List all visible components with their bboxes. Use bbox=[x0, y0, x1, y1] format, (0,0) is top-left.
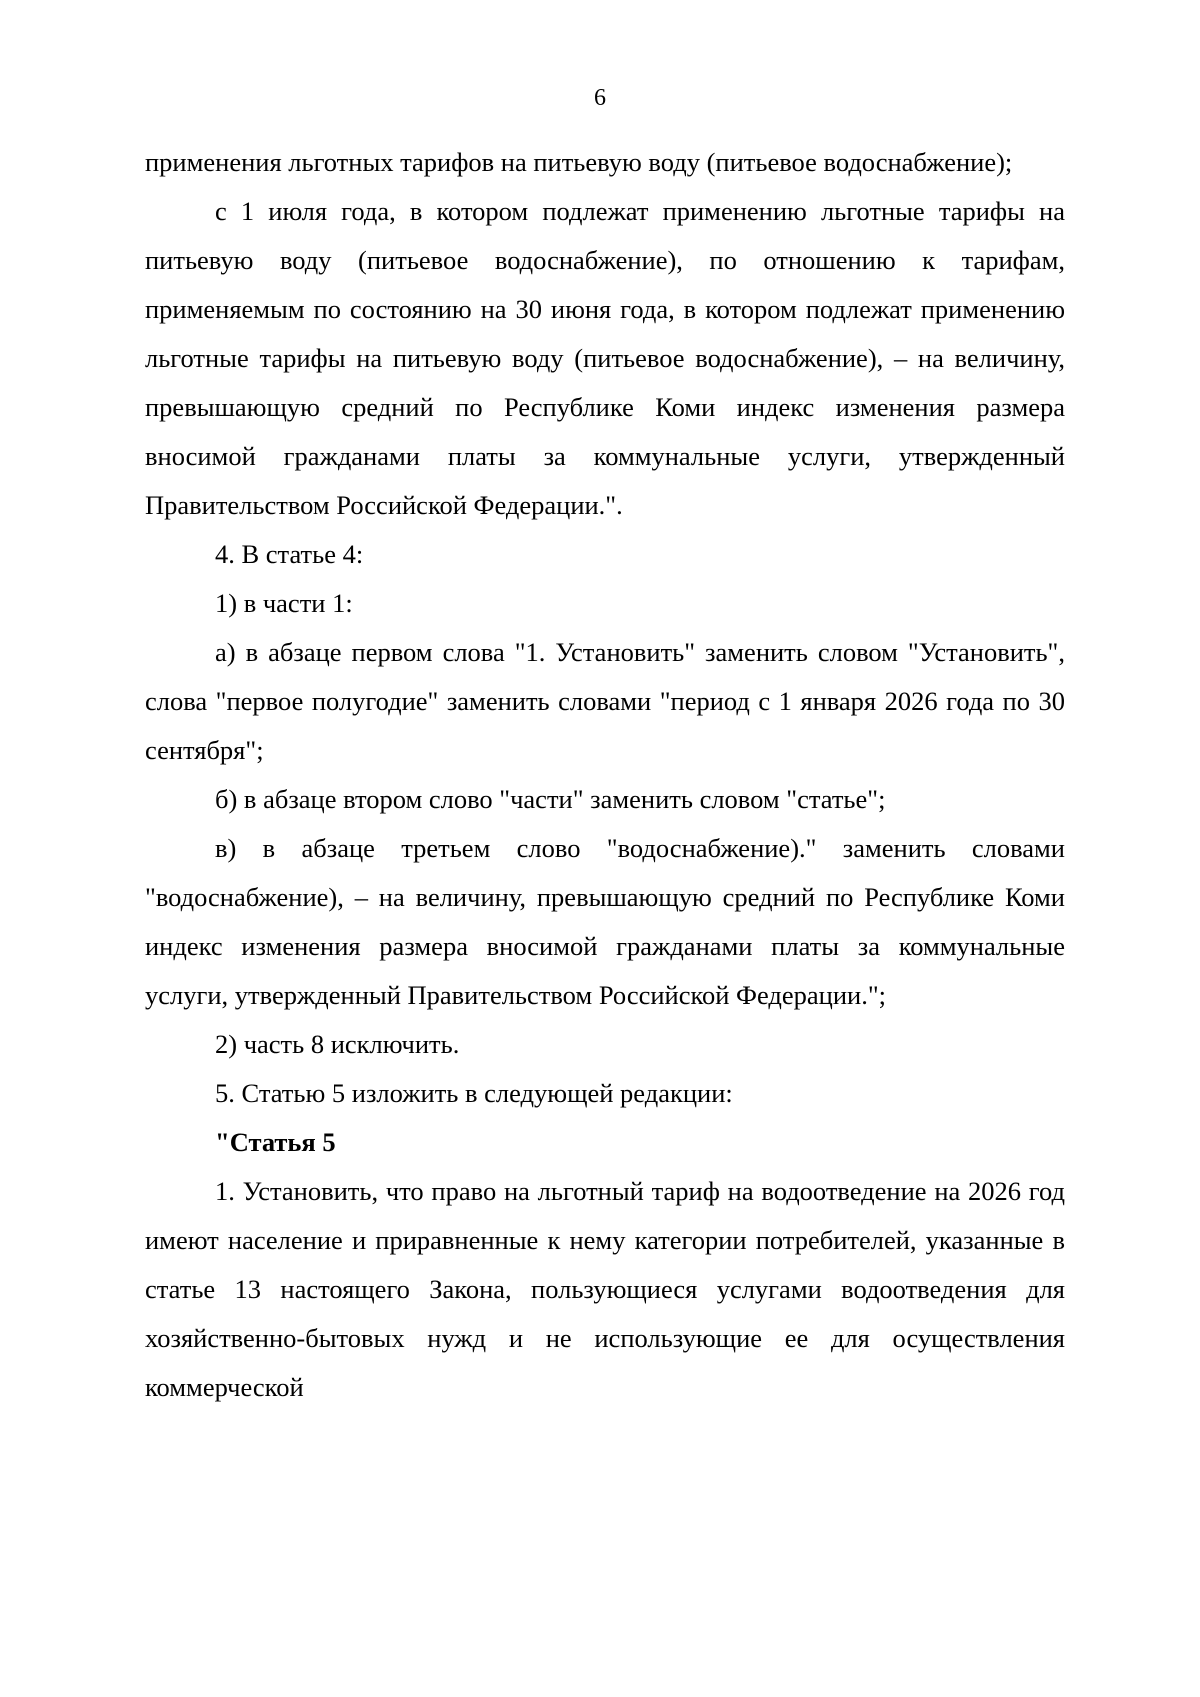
paragraph-item-5: 5. Статью 5 изложить в следующей редакции: bbox=[215, 1078, 733, 1108]
paragraph-item-4: 4. В статье 4: bbox=[215, 539, 364, 569]
paragraph-article-5-part-1: 1. Установить, что право на льготный тариф на водоотведение на 2026 год имеют население и приравненные к нему категории потребителей, указанные в статье 13 настоящего Закона, пользующиеся услугами водоотведения для хозяйственно-бытовых нужд и не использующие ее для осуществления коммерческой bbox=[145, 1176, 1065, 1402]
paragraph-subitem-a: а) в абзаце первом слова "1. Установить" заменить словом "Установить", слова "первое полугодие" заменить словами "период с 1 января 2026 года по 30 сентября"; bbox=[145, 637, 1065, 765]
paragraph-subitem-2: 2) часть 8 исключить. bbox=[215, 1029, 460, 1059]
paragraph-continuation: применения льготных тарифов на питьевую воду (питьевое водоснабжение); bbox=[145, 147, 1013, 177]
paragraph-july-tariffs: с 1 июля года, в котором подлежат применению льготные тарифы на питьевую воду (питьевое водоснабжение), по отношению к тарифам, применяемым по состоянию на 30 июня года, в котором подлежат применению льготные тарифы на питьевую воду (питьевое водоснабжение), – на величину, превышающую средний по Республике Коми индекс изменения размера вносимой гражданами платы за коммунальные услуги, утвержденный Правительством Российской Федерации.". bbox=[145, 196, 1065, 520]
paragraph-subitem-1: 1) в части 1: bbox=[215, 588, 353, 618]
page-number: 6 bbox=[594, 85, 606, 111]
document-body bbox=[145, 138, 1065, 1412]
paragraph-subitem-v: в) в абзаце третьем слово "водоснабжение)." заменить словами "водоснабжение), – на величину, превышающую средний по Республике Коми индекс изменения размера вносимой гражданами платы за коммунальные услуги, утвержденный Правительством Российской Федерации."; bbox=[145, 833, 1065, 1010]
article-heading: "Статья 5 bbox=[215, 1127, 336, 1157]
paragraph-subitem-b: б) в абзаце втором слово "части" заменить словом "статье"; bbox=[215, 784, 886, 814]
